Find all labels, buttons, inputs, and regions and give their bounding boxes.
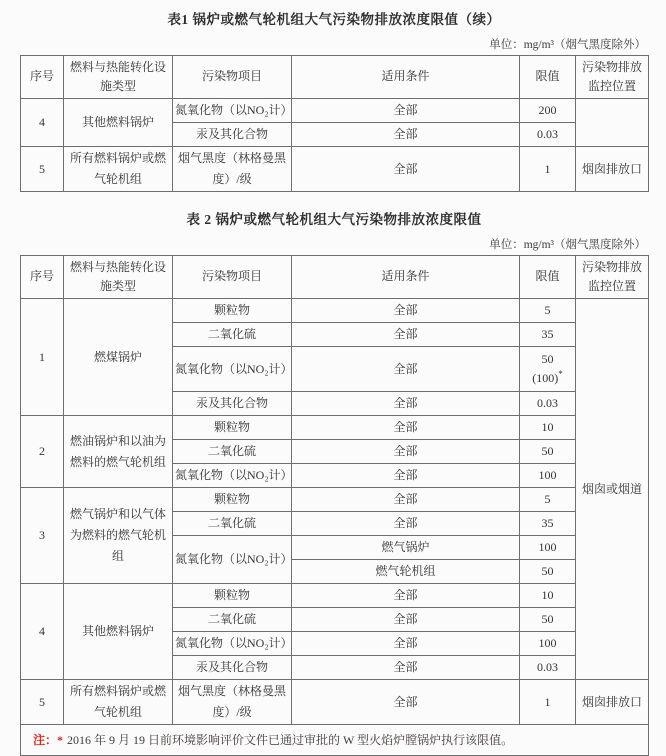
cell-limit: 5: [520, 299, 576, 323]
cell-pollutant: 氮氧化物（以NO₂计）: [173, 536, 292, 584]
cell-limit: 50: [520, 608, 576, 632]
cell-fuel-type: 其他燃料锅炉: [64, 584, 173, 680]
cell-condition: 全部: [292, 99, 520, 123]
cell-limit: 100: [520, 632, 576, 656]
cell-condition: 全部: [292, 323, 520, 347]
cell-limit: 1: [520, 147, 576, 192]
cell-condition: 全部: [292, 147, 520, 192]
column-header-serial: 序号: [21, 56, 64, 99]
cell-condition: 全部: [292, 584, 520, 608]
table2-unit-label: 单位：mg/m³（烟气黑度除外）: [489, 239, 646, 251]
table-row: [21, 584, 649, 608]
cell-pollutant: 颗粒物: [173, 488, 292, 512]
cell-limit: 0.03: [520, 123, 576, 147]
cell-pollutant: 汞及其化合物: [173, 392, 292, 416]
cell-limit: 100: [520, 536, 576, 560]
cell-limit: 200: [520, 99, 576, 123]
footnote-marker: *: [558, 369, 563, 379]
cell-serial: 3: [21, 488, 64, 584]
cell-pollutant: 二氧化硫: [173, 440, 292, 464]
cell-limit: 35: [520, 512, 576, 536]
cell-limit: 100: [520, 464, 576, 488]
cell-condition: 全部: [292, 512, 520, 536]
cell-pollutant: 氮氧化物（以NO₂计）: [173, 99, 292, 123]
cell-pollutant: 二氧化硫: [173, 512, 292, 536]
table-row: [21, 147, 649, 192]
cell-pollutant: 烟气黑度（林格曼黑度）/级: [173, 147, 292, 192]
limit-value-paren: (100)*: [532, 369, 563, 385]
cell-serial: 5: [21, 147, 64, 192]
cell-condition: 全部: [292, 632, 520, 656]
column-header-monitor: 污染物排放监控位置: [576, 56, 649, 99]
cell-pollutant: 二氧化硫: [173, 608, 292, 632]
table-row: [21, 680, 649, 725]
table1: [20, 55, 649, 192]
cell-pollutant: 颗粒物: [173, 416, 292, 440]
table1-title: 表1 锅炉或燃气轮机组大气污染物排放浓度限值（续）: [167, 12, 501, 27]
cell-serial: 5: [21, 680, 64, 725]
cell-monitor: [576, 99, 649, 147]
cell-limit: 50: [520, 560, 576, 584]
cell-condition: 全部: [292, 488, 520, 512]
cell-condition: 全部: [292, 299, 520, 323]
cell-pollutant: 二氧化硫: [173, 323, 292, 347]
cell-serial: 1: [21, 299, 64, 416]
cell-condition: 全部: [292, 392, 520, 416]
cell-pollutant: 汞及其化合物: [173, 656, 292, 680]
cell-condition: 燃气锅炉: [292, 536, 520, 560]
cell-monitor: 烟囱排放口: [576, 147, 649, 192]
column-header-monitor: 污染物排放监控位置: [576, 256, 649, 299]
cell-condition: 全部: [292, 416, 520, 440]
cell-limit: [520, 347, 576, 392]
column-header-pollutant: 污染物项目: [173, 56, 292, 99]
cell-condition: 全部: [292, 680, 520, 725]
footnote-text: 2016 年 9 月 19 日前环境影响评价文件已通过审批的 W 型火焰炉膛锅炉执行该限值。: [67, 732, 514, 747]
cell-pollutant: 烟气黑度（林格曼黑度）/级: [173, 680, 292, 725]
cell-condition: 燃气轮机组: [292, 560, 520, 584]
cell-condition: 全部: [292, 123, 520, 147]
table2: [20, 255, 649, 756]
cell-limit: 10: [520, 416, 576, 440]
cell-condition: 全部: [292, 656, 520, 680]
cell-limit: 0.03: [520, 656, 576, 680]
cell-condition: 全部: [292, 440, 520, 464]
footnote: [21, 725, 649, 756]
table-row: [21, 299, 649, 323]
cell-pollutant: 氮氧化物（以NO₂计）: [173, 464, 292, 488]
cell-condition: 全部: [292, 347, 520, 392]
cell-pollutant: 氮氧化物（以NO₂计）: [173, 632, 292, 656]
column-header-fuel-type: 燃料与热能转化设施类型: [64, 256, 173, 299]
limit-value-main: 50: [541, 352, 554, 367]
cell-condition: 全部: [292, 464, 520, 488]
cell-monitor: 烟囱或烟道: [576, 299, 649, 680]
table1-header-row: [21, 56, 649, 99]
cell-pollutant: 汞及其化合物: [173, 123, 292, 147]
table-row: [21, 99, 649, 123]
cell-limit: 50: [520, 440, 576, 464]
cell-fuel-type: 燃气锅炉和以气体为燃料的燃气轮机组: [64, 488, 173, 584]
cell-fuel-type: 其他燃料锅炉: [64, 99, 173, 147]
table-row: [21, 416, 649, 440]
cell-serial: 2: [21, 416, 64, 488]
column-header-fuel-type: 燃料与热能转化设施类型: [64, 56, 173, 99]
table2-title: 表 2 锅炉或燃气轮机组大气污染物排放浓度限值: [186, 212, 482, 227]
cell-fuel-type: 所有燃料锅炉或燃气轮机组: [64, 147, 173, 192]
column-header-condition: 适用条件: [292, 56, 520, 99]
cell-pollutant: 颗粒物: [173, 299, 292, 323]
cell-limit: 1: [520, 680, 576, 725]
cell-limit: 10: [520, 584, 576, 608]
cell-condition: 全部: [292, 608, 520, 632]
cell-fuel-type: 所有燃料锅炉或燃气轮机组: [64, 680, 173, 725]
cell-serial: 4: [21, 99, 64, 147]
column-header-limit: 限值: [520, 256, 576, 299]
cell-limit: 35: [520, 323, 576, 347]
cell-monitor: 烟囱排放口: [576, 680, 649, 725]
cell-serial: 4: [21, 584, 64, 680]
footnote-prefix: 注：*: [33, 732, 64, 747]
cell-limit: 0.03: [520, 392, 576, 416]
cell-fuel-type: 燃油锅炉和以油为燃料的燃气轮机组: [64, 416, 173, 488]
column-header-serial: 序号: [21, 256, 64, 299]
cell-fuel-type: 燃煤锅炉: [64, 299, 173, 416]
cell-pollutant: 颗粒物: [173, 584, 292, 608]
column-header-condition: 适用条件: [292, 256, 520, 299]
table1-unit-label: 单位：mg/m³（烟气黑度除外）: [489, 39, 646, 51]
table2-header-row: [21, 256, 649, 299]
column-header-limit: 限值: [520, 56, 576, 99]
column-header-pollutant: 污染物项目: [173, 256, 292, 299]
footnote-row: [21, 725, 649, 756]
table-row: [21, 488, 649, 512]
cell-limit: 5: [520, 488, 576, 512]
cell-pollutant: 氮氧化物（以NO₂计）: [173, 347, 292, 392]
